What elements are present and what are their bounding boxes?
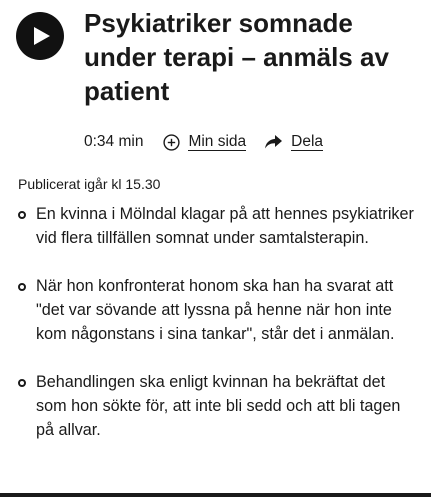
summary-bullet-text: Behandlingen ska enligt kvinnan ha bekräftat det som hon sökte för, att inte bli sedd och att bli tagen på allvar. xyxy=(36,373,401,439)
summary-bullet-text: En kvinna i Mölndal klagar på att hennes psykiatriker vid flera tillfällen somnat under samtalsterapin. xyxy=(36,205,414,247)
bottom-divider xyxy=(0,493,431,497)
share-arrow-icon xyxy=(264,134,283,150)
summary-list xyxy=(18,202,418,442)
bullet-marker xyxy=(18,283,26,291)
summary-bullet-text: När hon konfronterat honom ska han ha svarat att "det var sövande att lyssna på henne när hon inte kom någonstans i sina tankar", står det i anmälan. xyxy=(36,277,395,343)
audio-duration: 0:34 min xyxy=(84,133,144,150)
summary-bullet xyxy=(18,202,418,250)
article-title: Psykiatriker somnade under terapi – anmäls av patient xyxy=(84,8,389,106)
summary-bullet xyxy=(18,370,418,442)
published-timestamp: Publicerat igår kl 15.30 xyxy=(18,176,161,192)
share-label: Dela xyxy=(291,133,324,150)
bullet-marker xyxy=(18,211,26,219)
my-page-button[interactable] xyxy=(163,133,246,151)
my-page-label: Min sida xyxy=(188,133,247,150)
bullet-marker xyxy=(18,379,26,387)
play-button[interactable] xyxy=(16,12,64,60)
summary-bullet xyxy=(18,274,418,346)
plus-circle-icon xyxy=(163,134,180,151)
play-icon xyxy=(33,26,51,46)
article-meta-row xyxy=(84,131,323,153)
share-button[interactable] xyxy=(264,133,323,151)
